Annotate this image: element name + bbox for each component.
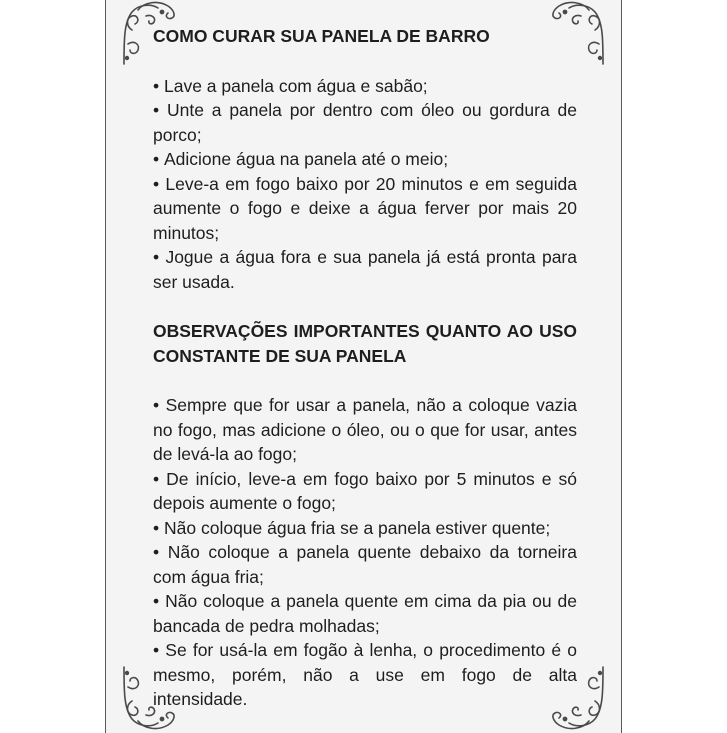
list-item: • Leve-a em fogo baixo por 20 minutos e em seguida aumente o fogo e deixe a água ferver por mais 20 minutos; [153,172,577,246]
list-item: • Não coloque água fria se a panela estiver quente; [153,516,577,541]
list-item: • De início, leve-a em fogo baixo por 5 minutos e só depois aumente o fogo; [153,467,577,516]
curing-steps-list [153,74,577,295]
observations-list [153,393,577,712]
list-item: • Sempre que for usar a panela, não a coloque vazia no fogo, mas adicione o óleo, ou o que for usar, antes de levá-la ao fogo; [153,393,577,467]
list-item: • Lave a panela com água e sabão; [153,74,577,99]
list-item: • Unte a panela por dentro com óleo ou gordura de porco; [153,98,577,147]
section-title-curing: COMO CURAR SUA PANELA DE BARRO [153,26,490,46]
list-item: • Não coloque a panela quente debaixo da torneira com água fria; [153,540,577,589]
list-item: • Adicione água na panela até o meio; [153,147,577,172]
section-title-observations: OBSERVAÇÕES IMPORTANTES QUANTO AO USO CONSTANTE DE SUA PANELA [153,321,577,366]
list-item: • Se for usá-la em fogão à lenha, o procedimento é o mesmo, porém, não a use em fogo de alta intensidade. [153,638,577,712]
list-item: • Não coloque a panela quente em cima da pia ou de bancada de pedra molhadas; [153,589,577,638]
card-content [153,24,577,712]
list-item: • Jogue a água fora e sua panela já está pronta para ser usada. [153,245,577,294]
instruction-card [105,0,622,733]
